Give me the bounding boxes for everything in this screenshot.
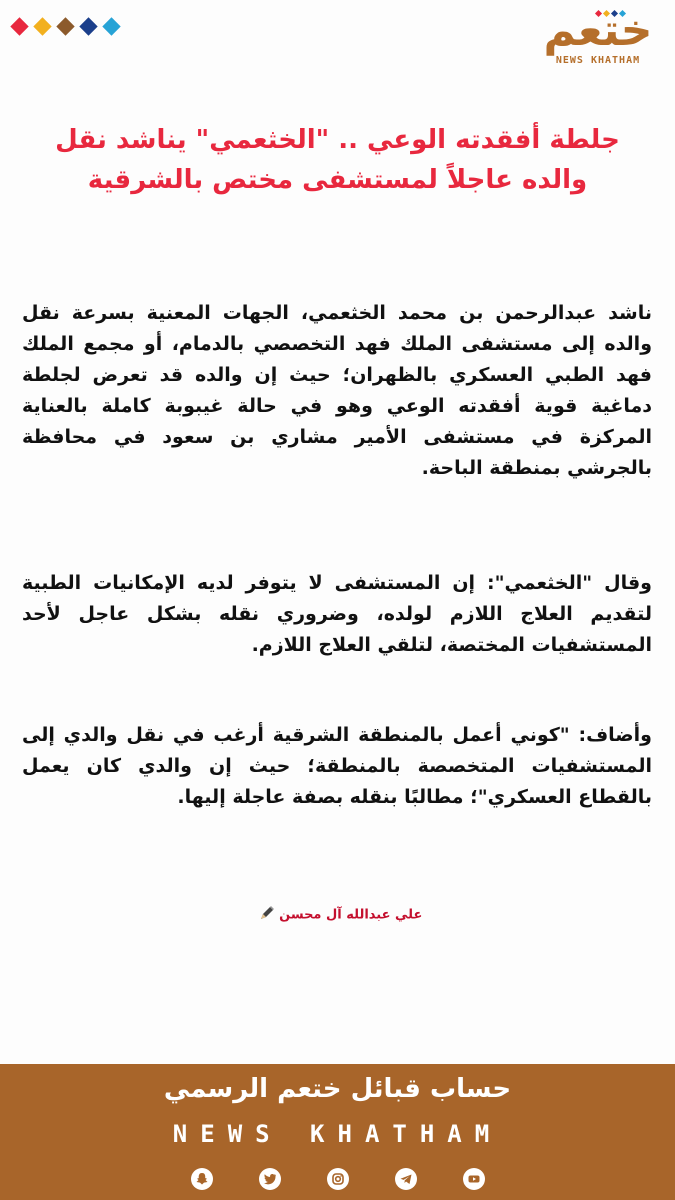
navy-diamond-icon [79, 17, 97, 35]
instagram-icon[interactable] [327, 1168, 349, 1190]
footer-title: حساب قبائل ختعم الرسمي [163, 1074, 512, 1104]
red-diamond-icon [10, 17, 28, 35]
article-paragraph-3: وأضاف: "كوني أعمل بالمنطقة الشرقية أرغب في نقل والدي إلى المستشفيات المتخصصة بالمنطقة؛ حيث إن والدي كان يعمل بالقطاع العسكري"؛ مطالبًا بنقله بصفة عاجلة إليها. [22, 724, 652, 808]
author-name: علي عبدالله آل محسن [279, 907, 423, 923]
color-diamonds [10, 17, 121, 36]
twitter-icon[interactable] [259, 1168, 281, 1190]
footer-banner [0, 1064, 675, 1200]
footer-news: NEWS KHATHAM [172, 1120, 503, 1148]
social-links [0, 1168, 675, 1190]
khatham-logo [533, 5, 663, 70]
blue-diamond-icon [102, 17, 120, 35]
pen-icon [259, 905, 275, 925]
telegram-icon[interactable] [395, 1168, 417, 1190]
brown-diamond-icon [56, 17, 74, 35]
logo-subtitle: NEWS KHATHAM [555, 55, 641, 66]
yellow-diamond-icon [33, 17, 51, 35]
top-bar [0, 0, 675, 80]
author-line [0, 905, 675, 925]
article-headline: جلطة أفقدته الوعي .. "الخثعمي" يناشد نقل والده عاجلاً لمستشفى مختص بالشرقية [55, 125, 620, 195]
logo-mark: ختعم [543, 5, 653, 56]
article-paragraph-1: ناشد عبدالرحمن بن محمد الخثعمي، الجهات المعنية بسرعة نقل والده إلى مستشفى الملك فهد التخصصي بالدمام، أو مجمع الملك فهد الطبي العسكري بالظهران؛ حيث إن والده قد تعرض لجلطة دماغية قوية أفقدته الوعي وهو في حالة غيبوبة كاملة بالعناية المركزة في مستشفى الأمير مشاري بن سعود في محافظة بالجرشي بمنطقة الباحة. [22, 302, 652, 479]
article-paragraph-2: وقال "الخثعمي": إن المستشفى لا يتوفر لديه الإمكانيات الطبية لتقديم العلاج اللازم لولده، وضروري نقله بشكل عاجل لأحد المستشفيات المختصة، لتلقي العلاج اللازم. [22, 572, 652, 656]
youtube-icon[interactable] [463, 1168, 485, 1190]
snapchat-icon[interactable] [191, 1168, 213, 1190]
